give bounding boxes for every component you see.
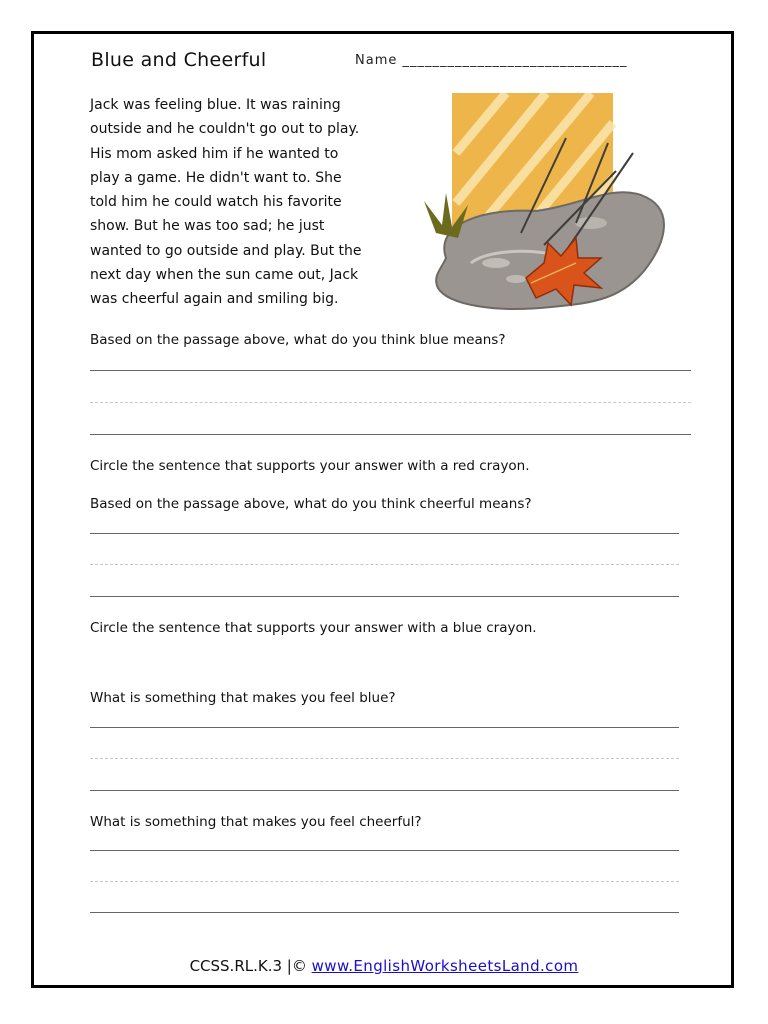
- answer-line-4-base[interactable]: [90, 912, 679, 913]
- answer-line-2-dashed[interactable]: [90, 564, 679, 565]
- instruction-red-crayon: Circle the sentence that supports your answer with a red crayon.: [90, 458, 530, 474]
- question-feel-cheerful: What is something that makes you feel cheerful?: [90, 814, 422, 830]
- reading-passage: Jack was feeling blue. It was raining outside and he couldn't go out to play. His mom asked him if he wanted to play a game. He didn't want to. She told him he could watch his favorite show. But he was too sad; he just wanted to go outside and play. But the next day when the sun came out, Jack was cheerful again and smiling big.: [90, 97, 362, 308]
- answer-line-4-dashed[interactable]: [90, 881, 679, 882]
- instruction-blue-crayon: Circle the sentence that supports your answer with a blue crayon.: [90, 620, 537, 636]
- answer-line-1-dashed[interactable]: [90, 402, 691, 403]
- answer-line-2-base[interactable]: [90, 596, 679, 597]
- footer-standard: CCSS.RL.K.3 |©: [189, 957, 312, 975]
- answer-line-1-base[interactable]: [90, 434, 691, 435]
- worksheet-title: Blue and Cheerful: [91, 49, 267, 71]
- name-field[interactable]: Name ______________________________: [355, 53, 628, 68]
- question-cheerful-meaning: Based on the passage above, what do you think cheerful means?: [90, 496, 532, 512]
- question-blue-meaning: Based on the passage above, what do you think blue means?: [90, 332, 506, 348]
- answer-line-4-solid[interactable]: [90, 850, 679, 851]
- answer-line-1-solid[interactable]: [90, 370, 691, 371]
- answer-line-2-solid[interactable]: [90, 533, 679, 534]
- footer: [0, 957, 768, 975]
- answer-line-3-dashed[interactable]: [90, 758, 679, 759]
- question-feel-blue: What is something that makes you feel blue?: [90, 690, 396, 706]
- footer-website-link[interactable]: www.EnglishWorksheetsLand.com: [311, 957, 579, 975]
- rain-puddle-leaf-icon: [376, 93, 679, 326]
- answer-line-3-base[interactable]: [90, 790, 679, 791]
- answer-line-3-solid[interactable]: [90, 727, 679, 728]
